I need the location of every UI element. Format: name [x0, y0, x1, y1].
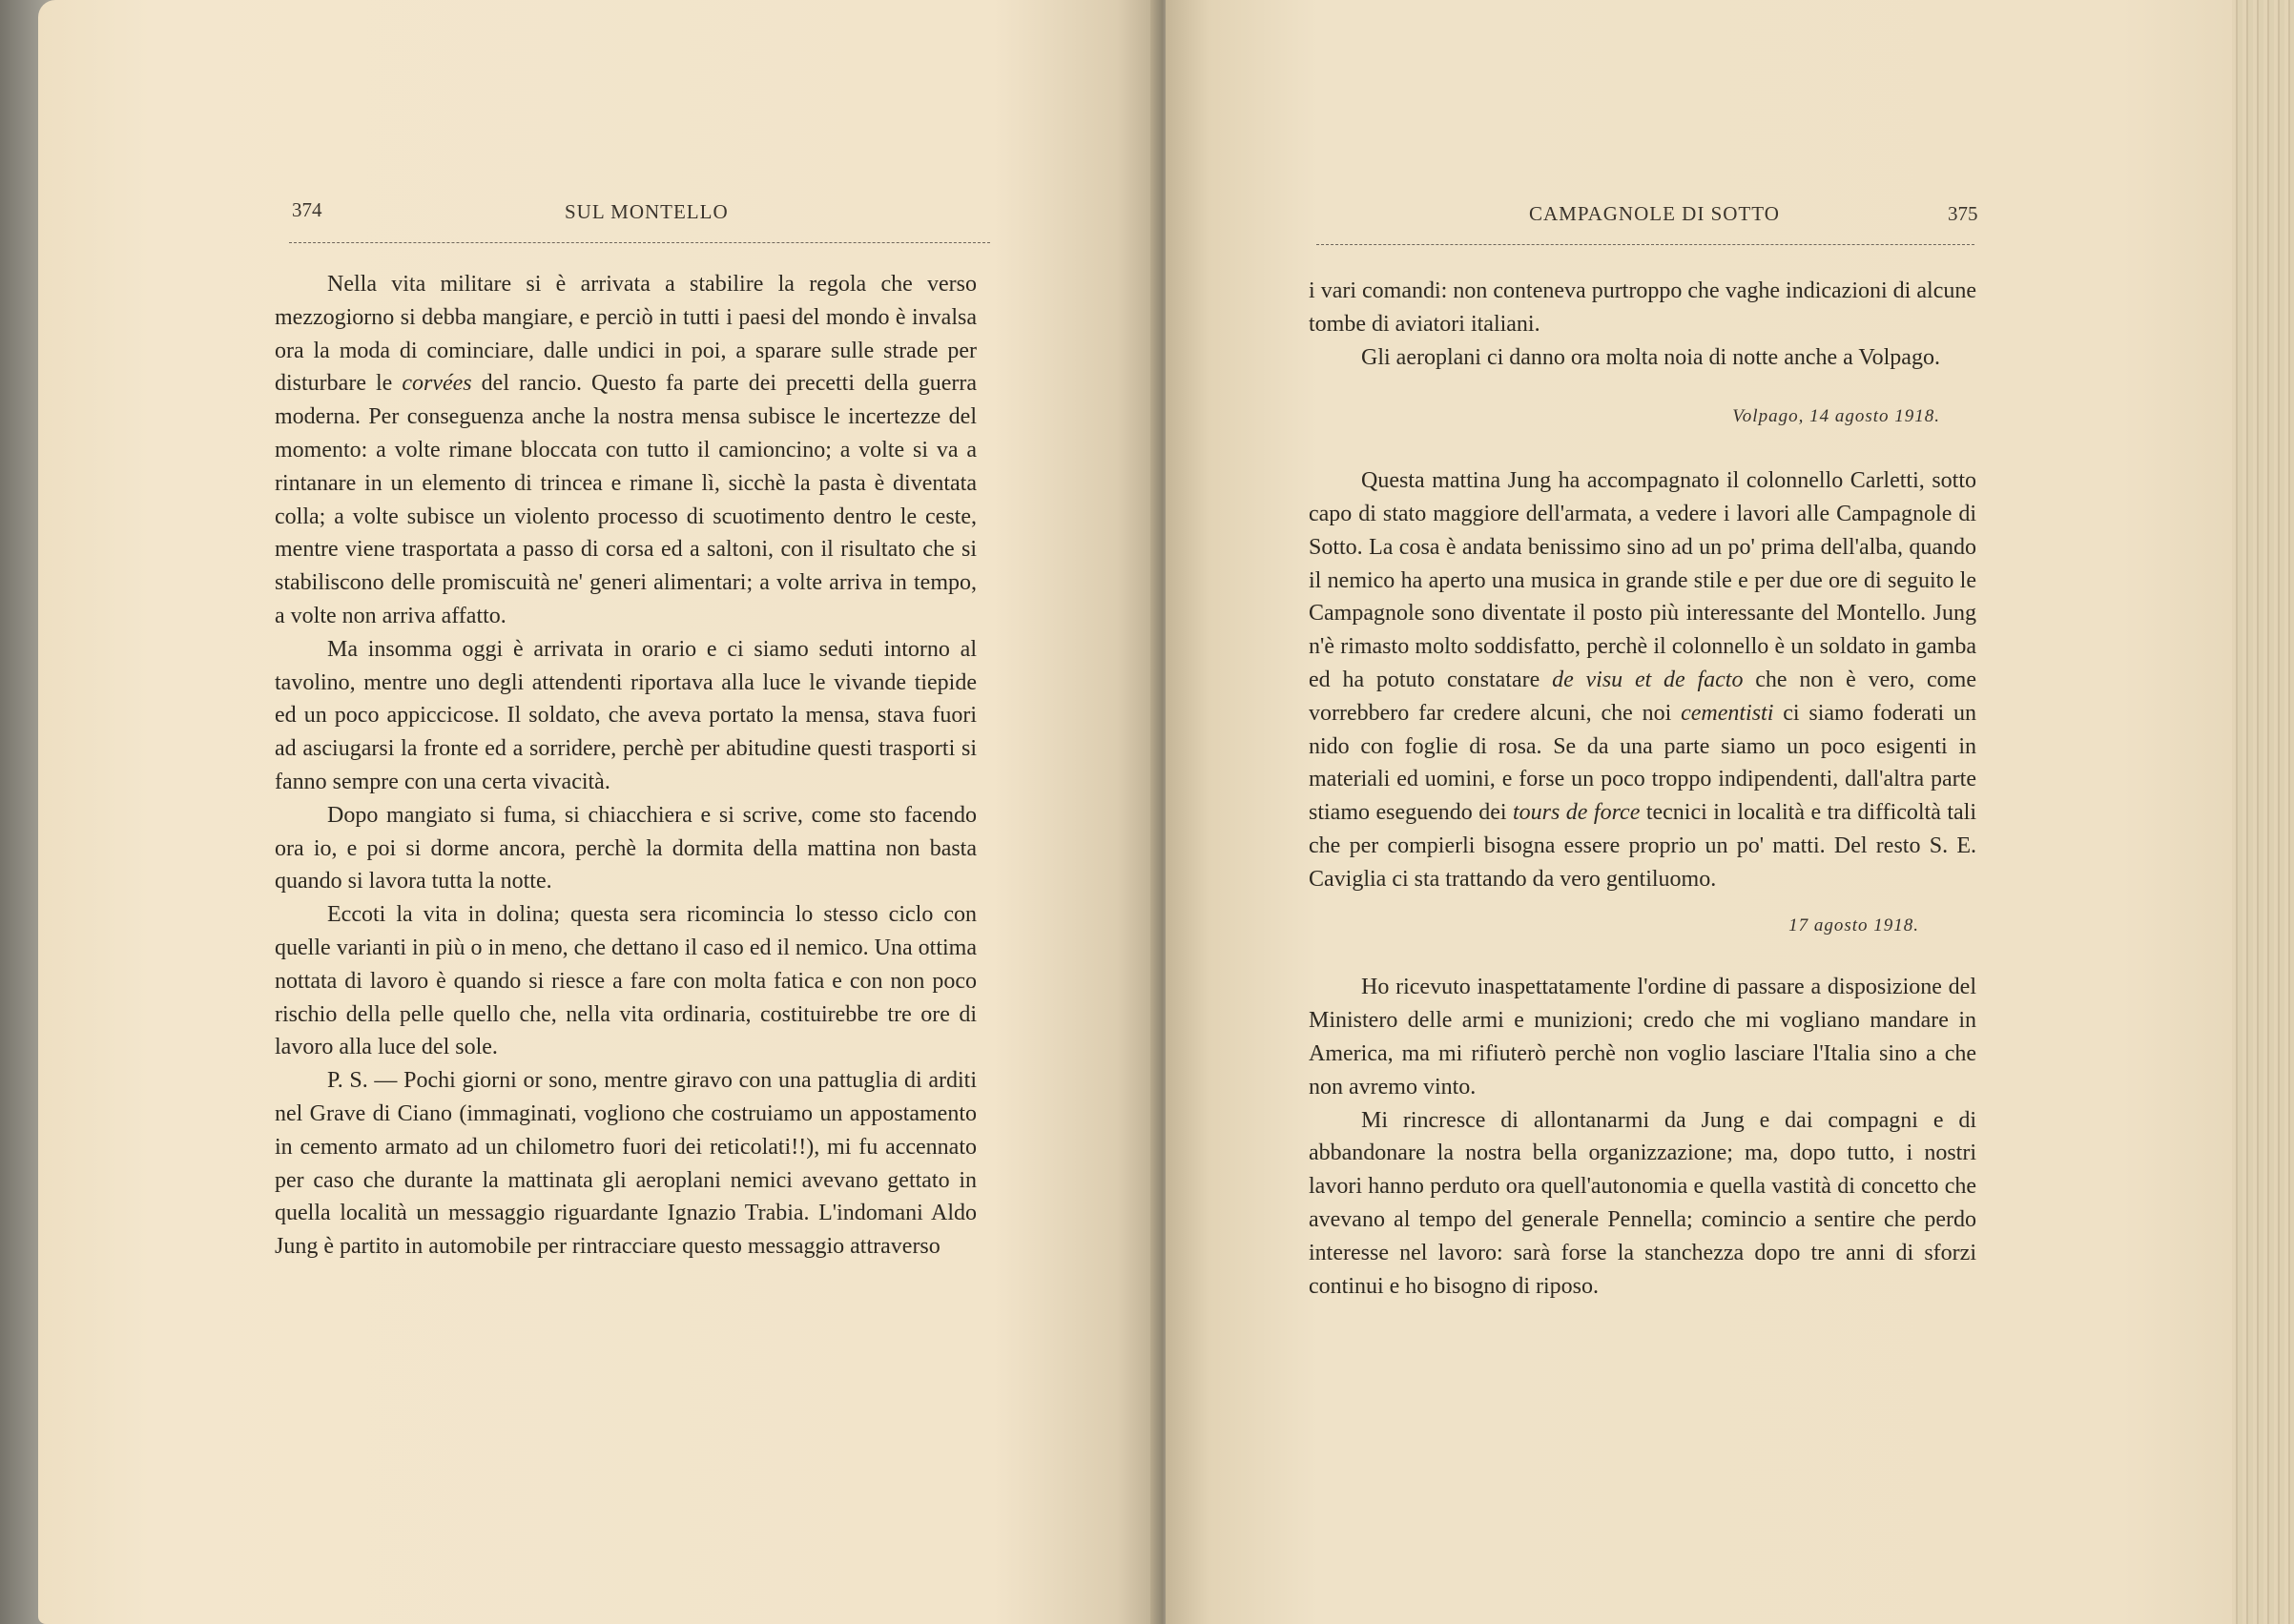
paragraph: Ma insomma oggi è arrivata in orario e ci siamo seduti intorno al tavolino, mentre uno degli attendenti riportava alla luce le vivande tiepide ed un poco appiccicose. Il soldato, che aveva portato la mensa, stava fuori ad asciugarsi la fronte ed a sorridere, perchè per abitudine questi trasporti si fanno sempre con una certa vivacità. [275, 636, 977, 794]
paragraph: Dopo mangiato si fuma, si chiacchiera e si scrive, come sto facendo ora io, e poi si dorme ancora, perchè la dormita della mattina non basta quando si lavora tutta la notte. [275, 802, 977, 894]
right-header-rule [1316, 244, 1974, 245]
italic-term: cementisti [1681, 700, 1774, 726]
italic-term: de visu et de facto [1552, 667, 1744, 692]
dateline: 17 agosto 1918. [1788, 915, 1919, 935]
left-header-rule [289, 242, 990, 243]
dateline: Volpago, 14 agosto 1918. [1732, 406, 1940, 427]
paragraph: Gli aeroplani ci danno ora molta noia di notte anche a Volpago. [1361, 344, 1940, 370]
italic-term: tours de force [1513, 800, 1641, 826]
right-page-number: 375 [1948, 202, 1978, 225]
left-page-text [275, 268, 977, 1264]
paragraph: Mi rincresce di allontanarmi da Jung e dai compagni e di abbandonare la nostra bella organizzazione; ma, dopo tutto, i nostri lavori hanno perduto ora quell'autonomia e quella vastità di concetto che avevano al tempo del generale Pennella; comincio a sentire che perdo interesse nel lavoro: sarà forse la stanchezza dopo tre anni di sforzi continui e ho bisogno di riposo. [1309, 1107, 1976, 1299]
page-edges [2232, 0, 2294, 1624]
left-page-number: 374 [292, 198, 322, 221]
right-page-text [1309, 275, 1976, 1303]
italic-term: corvées [402, 371, 472, 397]
paragraph: P. S. — Pochi giorni or sono, mentre giravo con una pattuglia di arditi nel Grave di Ciano (immaginati, vogliono che costruiamo un appostamento in cemento armato ad un chilometro fuori dei reticolati!!), mi fu accennato per caso che durante la mattinata gli aeroplani nemici avevano gettato in quella località un messaggio riguardante Ignazio Trabia. L'indomani Aldo Jung è partito in automobile per rintracciare questo messaggio attraverso [275, 1068, 977, 1260]
left-running-head: SUL MONTELLO [565, 200, 729, 223]
paragraph: Questa mattina Jung ha accompagnato il colonnello Carletti, sotto capo di stato maggiore dell'armata, a vedere i lavori alle Campagnole di Sotto. La cosa è andata benissimo sino ad un po' prima dell'alba, quando il nemico ha aperto una musica in grande stile e per due ore di seguito le Campagnole sono diventate il posto più interessante del Montello. Jung n'è rimasto molto soddisfatto, perchè il colonnello è un soldato in gamba ed ha potuto constatare de visu et de facto che non è vero, come vorrebbero far credere alcuni, che noi cementisti ci siamo foderati un nido con foglie di rosa. Se da una parte siamo un poco esigenti in materiali ed uomini, e forse un poco troppo indipendenti, dall'altra parte stiamo eseguendo dei tours de force tecnici in località e tra difficoltà tali che per compierli bisogna essere proprio un po' matti. Del resto S. E. Caviglia ci sta trattando da vero gentiluomo. [1309, 468, 1977, 892]
paragraph: i vari comandi: non conteneva purtroppo che vaghe indicazioni di alcune tombe di aviatori italiani. [1309, 278, 1976, 337]
paragraph: Ho ricevuto inaspettatamente l'ordine di passare a disposizione del Ministero delle armi e munizioni; credo che mi vogliano mandare in America, ma mi rifiuterò perchè non voglio lasciare l'Italia sino a che non avremo vinto. [1309, 975, 1976, 1100]
right-running-head: CAMPAGNOLE DI SOTTO [1529, 202, 1780, 225]
paragraph: Nella vita militare si è arrivata a stabilire la regola che verso mezzogiorno si debba mangiare, e perciò in tutti i paesi del mondo è invalsa ora la moda di cominciare, dalle undici in poi, a sparare sulle strade per disturbare le corvées del rancio. Questo fa parte dei precetti della guerra moderna. Per conseguenza anche la nostra mensa subisce le incertezze del momento: a volte rimane bloccata con tutto il camioncino; a volte si va a rintanare in un elemento di trincea e rimane lì, sicchè la pasta è diventata colla; a volte subisce un violento processo di scuotimento dentro le ceste, mentre viene trasportata a passo di corsa ed a saltoni, con il risultato che si stabiliscono delle promiscuità ne' generi alimentari; a volte arriva in tempo, a volte non arriva affatto. [275, 272, 977, 628]
paragraph: Eccoti la vita in dolina; questa sera ricomincia lo stesso ciclo con quelle varianti in più o in meno, che dettano il caso ed il nemico. Una ottima nottata di lavoro è quando si riesce a fare con molta fatica e con non poco rischio della pelle quello che, nella vita ordinaria, costituirebbe tre ore di lavoro alla luce del sole. [275, 902, 977, 1060]
